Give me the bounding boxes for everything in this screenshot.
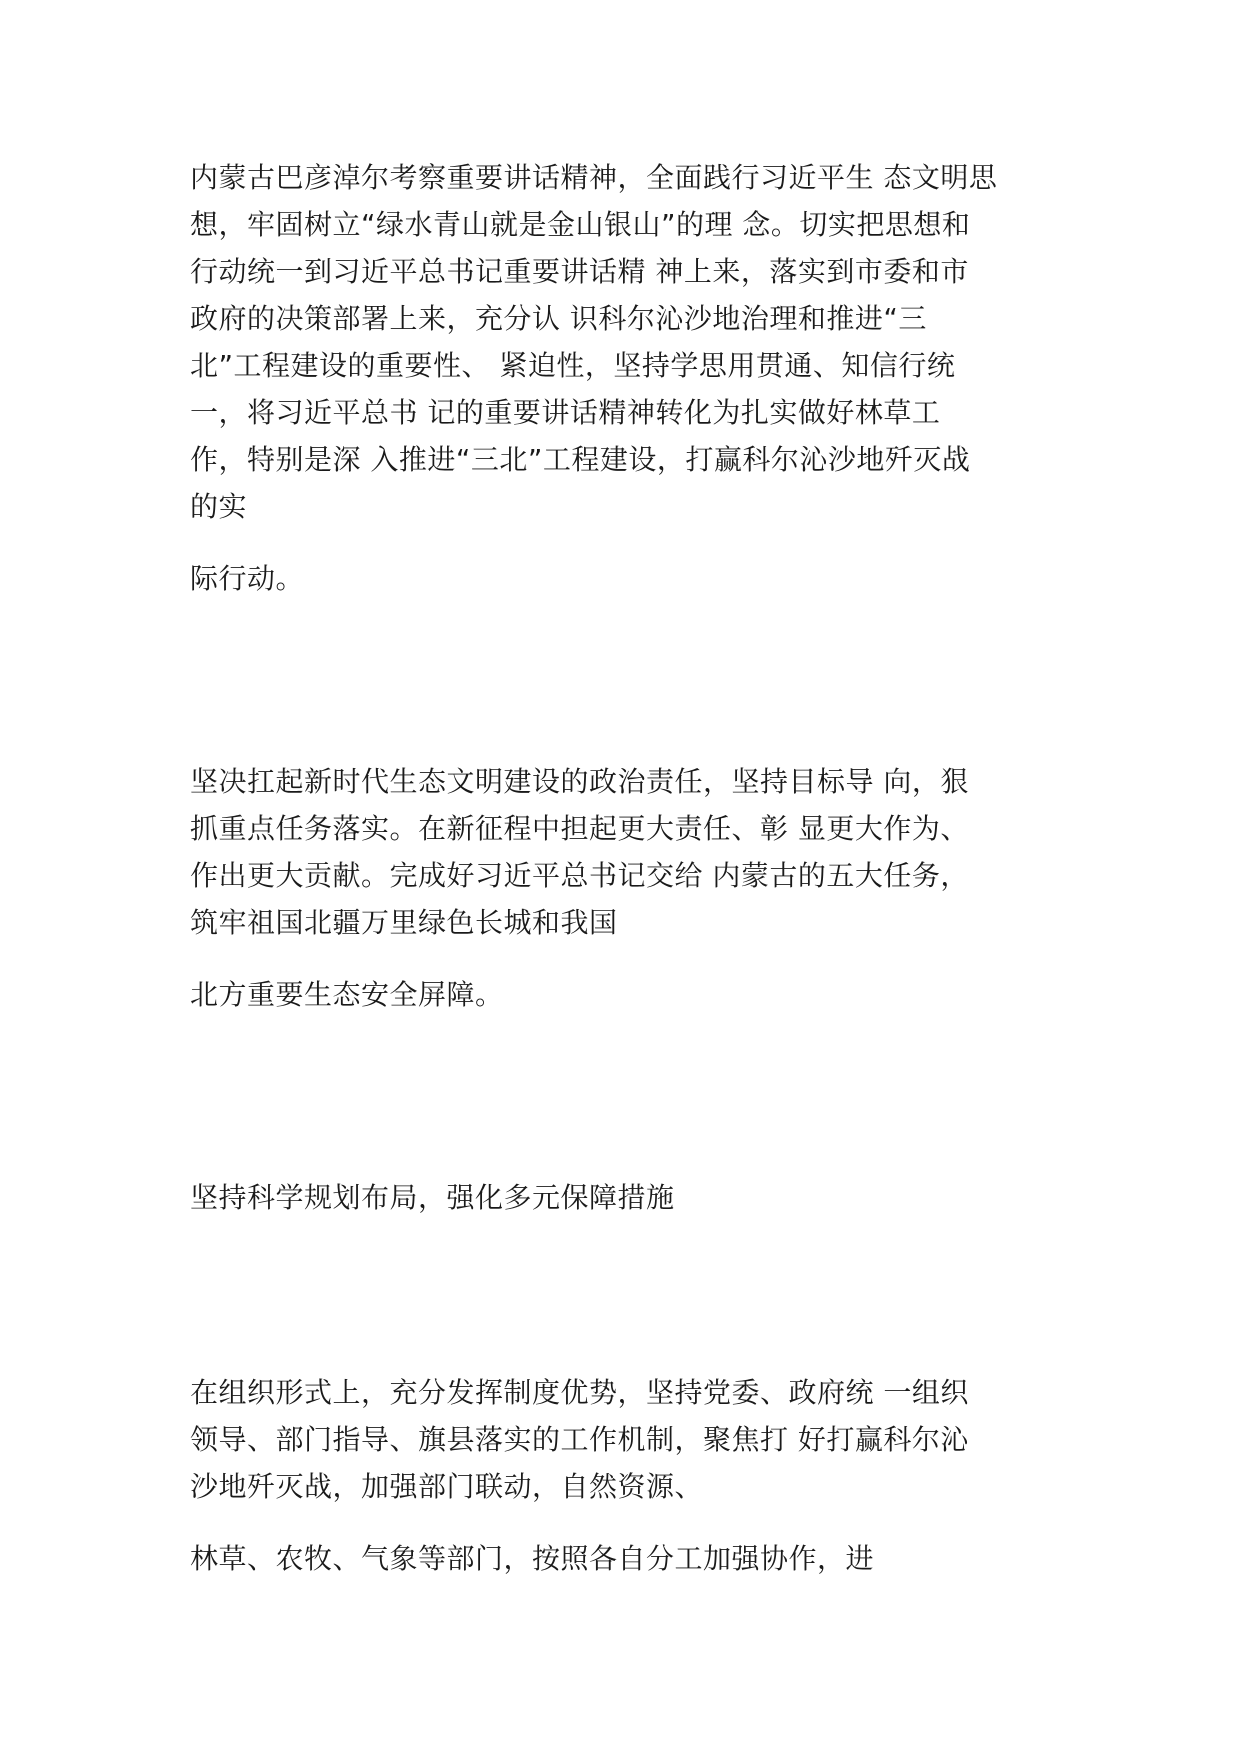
- paragraph-1-line-5: 北”工程建设的重要性、 紧迫性，坚持学思用贯通、知信行统: [190, 349, 956, 382]
- paragraph-3-line-1: 在组织形式上，充分发挥制度优势，坚持党委、政府统 一组织: [190, 1376, 969, 1409]
- paragraph-1-line-2: 想，牢固树立“绿水青山就是金山银山”的理 念。切实把思想和: [190, 208, 971, 241]
- paragraph-1-line-4: 政府的决策部署上来，充分认 识科尔沁沙地治理和推进“三: [190, 302, 927, 335]
- paragraph-1-tail: 际行动。: [190, 562, 305, 595]
- paragraph-3-line-2: 领导、部门指导、旗县落实的工作机制，聚焦打 好打赢科尔沁: [190, 1423, 969, 1456]
- paragraph-2-line-4: 筑牢祖国北疆万里绿色长城和我国: [190, 906, 618, 939]
- paragraph-1-line-6: 一，将习近平总书 记的重要讲话精神转化为扎实做好林草工: [190, 396, 941, 429]
- paragraph-2-line-3: 作出更大贡献。完成好习近平总书记交给 内蒙古的五大任务，: [190, 859, 969, 892]
- paragraph-1-line-3: 行动统一到习近平总书记重要讲话精 神上来，落实到市委和市: [190, 255, 969, 288]
- paragraph-3-line-3: 沙地歼灭战，加强部门联动，自然资源、: [190, 1470, 704, 1503]
- paragraph-1-line-8: 的实: [190, 490, 248, 523]
- paragraph-1-line-1: 内蒙古巴彦淖尔考察重要讲话精神，全面践行习近平生 态文明思: [190, 161, 998, 194]
- section-heading: 坚持科学规划布局，强化多元保障措施: [190, 1181, 675, 1214]
- paragraph-2-line-1: 坚决扛起新时代生态文明建设的政治责任，坚持目标导 向，狠: [190, 765, 969, 798]
- paragraph-1-line-7: 作，特别是深 入推进“三北”工程建设，打赢科尔沁沙地歼灭战: [190, 443, 971, 476]
- paragraph-3-tail: 林草、农牧、气象等部门，按照各自分工加强协作，进: [190, 1542, 875, 1575]
- paragraph-2-tail: 北方重要生态安全屏障。: [190, 978, 504, 1011]
- paragraph-2-line-2: 抓重点任务落实。在新征程中担起更大责任、彰 显更大作为、: [190, 812, 969, 845]
